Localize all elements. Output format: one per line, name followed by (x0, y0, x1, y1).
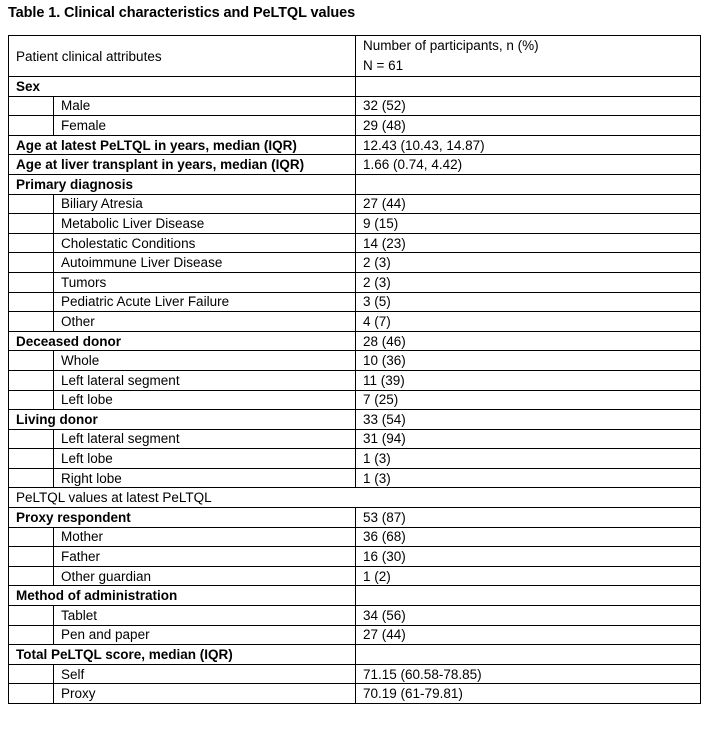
table-row (9, 116, 701, 136)
row-value-cell: 1 (3) (356, 449, 701, 469)
row-value-cell: 12.43 (10.43, 14.87) (356, 135, 701, 155)
header-participants-line1: Number of participants, n (%) (363, 38, 539, 53)
row-label-cell: Right lobe (54, 468, 356, 488)
row-indent-cell (9, 292, 54, 312)
row-fullwidth-label-cell: PeLTQL values at latest PeLTQL (9, 488, 701, 508)
row-label-cell: Metabolic Liver Disease (54, 214, 356, 234)
row-indent-cell (9, 606, 54, 626)
row-value-cell: 29 (48) (356, 116, 701, 136)
table-row (9, 449, 701, 469)
table-row (9, 77, 701, 97)
row-label-cell: Proxy (54, 684, 356, 704)
table-row (9, 684, 701, 704)
row-value-cell (356, 586, 701, 606)
table-row (9, 233, 701, 253)
row-indent-cell (9, 194, 54, 214)
row-category-label-cell: Method of administration (9, 586, 356, 606)
row-indent-cell (9, 351, 54, 371)
row-value-cell: 9 (15) (356, 214, 701, 234)
table-row (9, 331, 701, 351)
row-value-cell: 4 (7) (356, 312, 701, 332)
header-participants-cell (356, 36, 701, 77)
row-value-cell: 71.15 (60.58-78.85) (356, 664, 701, 684)
row-category-label-cell: Primary diagnosis (9, 174, 356, 194)
row-indent-cell (9, 429, 54, 449)
row-category-label-cell: Living donor (9, 410, 356, 430)
header-attributes-cell: Patient clinical attributes (9, 36, 356, 77)
row-label-cell: Mother (54, 527, 356, 547)
row-label-cell: Self (54, 664, 356, 684)
table-row (9, 586, 701, 606)
row-indent-cell (9, 312, 54, 332)
table-row (9, 292, 701, 312)
clinical-characteristics-table (8, 35, 701, 704)
row-value-cell: 16 (30) (356, 547, 701, 567)
row-value-cell: 32 (52) (356, 96, 701, 116)
row-indent-cell (9, 253, 54, 273)
table-row (9, 194, 701, 214)
table-row (9, 488, 701, 508)
table-row (9, 272, 701, 292)
row-category-label-cell: Age at liver transplant in years, median (IQR) (9, 155, 356, 175)
row-category-label-cell: Total PeLTQL score, median (IQR) (9, 645, 356, 665)
row-category-label-cell: Proxy respondent (9, 508, 356, 528)
row-indent-cell (9, 468, 54, 488)
row-category-label-cell: Sex (9, 77, 356, 97)
table-row (9, 429, 701, 449)
table-row (9, 174, 701, 194)
row-indent-cell (9, 684, 54, 704)
header-participants-line2: N = 61 (363, 58, 404, 73)
table-body (9, 36, 701, 704)
table-row (9, 508, 701, 528)
row-indent-cell (9, 96, 54, 116)
row-indent-cell (9, 370, 54, 390)
row-label-cell: Tablet (54, 606, 356, 626)
row-value-cell: 27 (44) (356, 625, 701, 645)
row-value-cell: 7 (25) (356, 390, 701, 410)
row-value-cell: 1 (3) (356, 468, 701, 488)
table-row (9, 155, 701, 175)
table-row (9, 547, 701, 567)
row-value-cell: 28 (46) (356, 331, 701, 351)
row-value-cell (356, 174, 701, 194)
row-indent-cell (9, 272, 54, 292)
row-label-cell: Left lateral segment (54, 370, 356, 390)
table-row (9, 410, 701, 430)
row-label-cell: Other guardian (54, 566, 356, 586)
row-value-cell: 1 (2) (356, 566, 701, 586)
table-row (9, 214, 701, 234)
row-indent-cell (9, 449, 54, 469)
table-row (9, 390, 701, 410)
row-label-cell: Left lateral segment (54, 429, 356, 449)
row-label-cell: Whole (54, 351, 356, 371)
row-indent-cell (9, 233, 54, 253)
table-row (9, 527, 701, 547)
row-label-cell: Pen and paper (54, 625, 356, 645)
row-label-cell: Female (54, 116, 356, 136)
row-value-cell (356, 645, 701, 665)
table-row (9, 645, 701, 665)
table-row (9, 468, 701, 488)
row-value-cell: 70.19 (61-79.81) (356, 684, 701, 704)
table-row (9, 253, 701, 273)
row-category-label-cell: Age at latest PeLTQL in years, median (IQR) (9, 135, 356, 155)
table-row (9, 312, 701, 332)
row-value-cell: 3 (5) (356, 292, 701, 312)
table-row (9, 96, 701, 116)
table-row (9, 351, 701, 371)
row-value-cell: 11 (39) (356, 370, 701, 390)
row-indent-cell (9, 390, 54, 410)
row-value-cell: 53 (87) (356, 508, 701, 528)
row-value-cell (356, 77, 701, 97)
row-value-cell: 10 (36) (356, 351, 701, 371)
row-value-cell: 1.66 (0.74, 4.42) (356, 155, 701, 175)
row-label-cell: Biliary Atresia (54, 194, 356, 214)
row-label-cell: Male (54, 96, 356, 116)
row-indent-cell (9, 214, 54, 234)
row-category-label-cell: Deceased donor (9, 331, 356, 351)
row-value-cell: 33 (54) (356, 410, 701, 430)
row-label-cell: Left lobe (54, 449, 356, 469)
row-value-cell: 2 (3) (356, 253, 701, 273)
row-indent-cell (9, 566, 54, 586)
table-row (9, 566, 701, 586)
table-row (9, 606, 701, 626)
row-label-cell: Tumors (54, 272, 356, 292)
row-indent-cell (9, 547, 54, 567)
row-value-cell: 2 (3) (356, 272, 701, 292)
row-label-cell: Other (54, 312, 356, 332)
row-indent-cell (9, 664, 54, 684)
table-header-row (9, 36, 701, 77)
row-value-cell: 34 (56) (356, 606, 701, 626)
row-label-cell: Cholestatic Conditions (54, 233, 356, 253)
row-indent-cell (9, 625, 54, 645)
row-label-cell: Pediatric Acute Liver Failure (54, 292, 356, 312)
row-label-cell: Left lobe (54, 390, 356, 410)
row-indent-cell (9, 116, 54, 136)
row-value-cell: 27 (44) (356, 194, 701, 214)
row-value-cell: 36 (68) (356, 527, 701, 547)
table-row (9, 625, 701, 645)
table-row (9, 664, 701, 684)
table-caption: Table 1. Clinical characteristics and PeLTQL values (8, 5, 356, 21)
row-label-cell: Autoimmune Liver Disease (54, 253, 356, 273)
row-value-cell: 31 (94) (356, 429, 701, 449)
table-row (9, 370, 701, 390)
row-indent-cell (9, 527, 54, 547)
table-row (9, 135, 701, 155)
row-value-cell: 14 (23) (356, 233, 701, 253)
row-label-cell: Father (54, 547, 356, 567)
